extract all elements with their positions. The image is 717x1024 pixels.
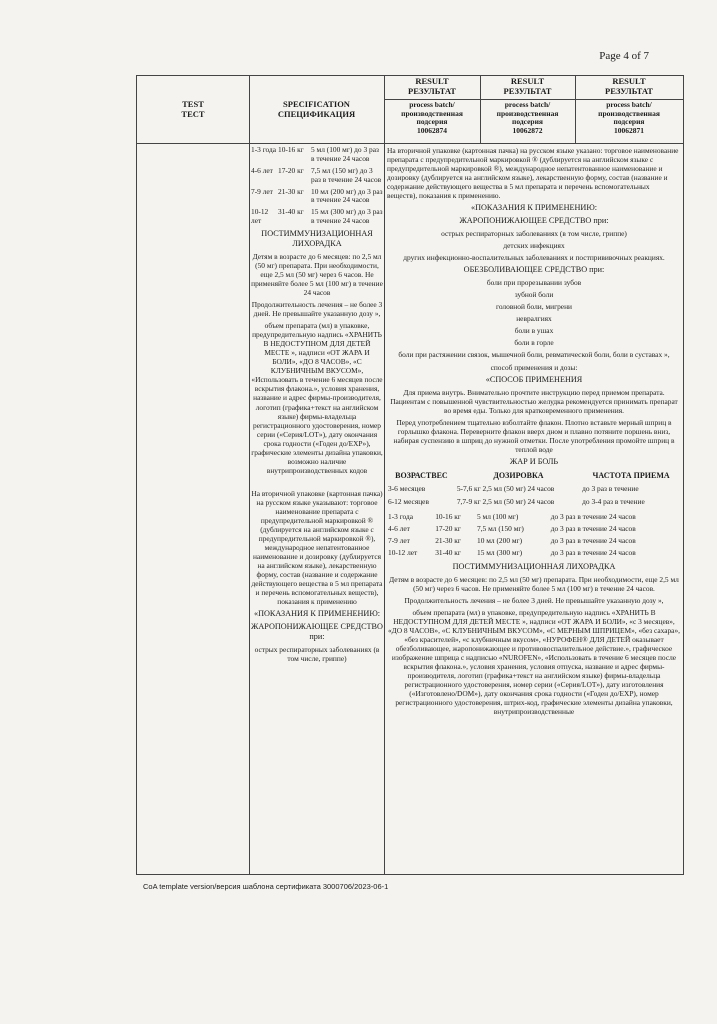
spec-dose-row: 10-12 лет 31-40 кг 15 мл (300 мг) до 3 раз в течение 24 часов bbox=[251, 207, 383, 226]
spec-paragraph: Продолжительность лечения – не более 3 дней. Не превышайте указанную дозу », bbox=[251, 300, 383, 319]
list-item: головной боли, мигрени bbox=[495, 302, 573, 312]
result-antipyretic-title: ЖАРОПОНИЖАЮЩЕЕ СРЕДСТВО при: bbox=[459, 216, 609, 226]
column-header: ДОЗИРОВКА bbox=[493, 470, 544, 480]
column-header: ЧАСТОТА ПРИЕМА bbox=[592, 470, 670, 480]
result-header-1: RESULT РЕЗУЛЬТАТ bbox=[408, 76, 456, 96]
result-method-text: Для приема внутрь. Внимательно прочтите инструкцию перед приемом препарата. Пациентам с повышенной чувствительностью желудка рекомендуется принимать препарат во время еды. Только для кратковременного применения. bbox=[390, 387, 678, 415]
result-post-immun-title: ПОСТИММУНИЗАЦИОННАЯ ЛИХОРАДКА bbox=[452, 561, 616, 571]
spec-dose-row: 1-3 года 10-16 кг 5 мл (100 мг) до 3 раз в течение 24 часов bbox=[251, 145, 379, 163]
child-dose-table bbox=[387, 511, 681, 559]
spec-table bbox=[136, 75, 684, 875]
spec-dose-row: 4-6 лет 17-20 кг 7,5 мл (150 мг) до 3 раз в течение 24 часов bbox=[251, 165, 382, 184]
spec-paragraph: «ПОКАЗАНИЯ К ПРИМЕНЕНИЮ: bbox=[253, 609, 381, 619]
spec-dose-row: 7-9 лет 21-30 кг 10 мл (200 мг) до 3 раз в течение 24 часов bbox=[251, 186, 383, 205]
result-duration: Продолжительность лечения – не более 3 дней. Не превышайте указанную дозу », bbox=[404, 595, 664, 605]
spec-paragraph: острых респираторных заболеваниях (в том числе, гриппе) bbox=[254, 645, 380, 664]
list-item: острых респираторных заболеваниях (в том числе, гриппе) bbox=[441, 229, 627, 239]
page-number: Page 4 of 7 bbox=[599, 50, 649, 62]
list-item: боли в горле bbox=[514, 338, 554, 348]
list-item: боли при растяжении связок, мышечной боли, ревматической боли, боли в суставах », bbox=[398, 350, 670, 360]
table-row: 3-6 месяцев 5-7,6 кг 2,5 мл (50 мг) 24 часов до 3 раз в течение bbox=[388, 483, 639, 493]
result-post-immun-text: Детям в возрасте до 6 месяцев: по 2,5 мл (50 мг) препарата. При необходимости, еще 2,5 мл (50 мг) через 6 часов. Не применяйте более 5 мл (100 мг) в течение 24 часов. bbox=[389, 574, 679, 593]
result-intro: На вторичной упаковке (картонная пачка) на русском языке указано: торговое наименование препарата с предупредительной маркировкой ® (дублируется на английском языке с предупредительной маркировкой ®), международное непатентованное наименование и дозировку (дублируется на английском языке), лекарственную форму, состав (название и содержание действующего вещества в 5 мл препарата и перечень вспомогательных веществ), показания к применению. bbox=[387, 146, 679, 201]
result-header-2: RESULT РЕЗУЛЬТАТ bbox=[503, 76, 552, 96]
spec-paragraph: объем препарата (мл) в упаковке, предупредительную надпись «ХРАНИТЬ В НЕДОСТУПНОМ ДЛЯ ДЕТЕЙ МЕСТЕ », надписи «ОТ ЖАРА И БОЛИ», «ДО 8 ЧАСОВ», «С КЛУБНИЧНЫМ ВКУСОМ», «Использовать в течение 6 месяцев после вскрытия флакона.», условия хранения, название и адрес фирмы-производителя, логотип (графика+текст на английском языке) фирмы-владельца регистрационного удостоверения, номер серии («Серия/LOT»), дату окончания срока годности («Годен до/EXP»), графические элементы дизайна упаковки, возможно наличие внутрипроизводственных кодов bbox=[251, 321, 383, 475]
list-item: боли в ушах bbox=[514, 326, 554, 336]
result-method: способ применения и дозы: bbox=[490, 362, 578, 372]
specification-column bbox=[251, 146, 383, 666]
result-header-3: RESULT РЕЗУЛЬТАТ bbox=[605, 76, 653, 96]
test-header: TEST ТЕСТ bbox=[181, 99, 205, 119]
batch-2: process batch/ производственная подсерия 10062872 bbox=[496, 100, 559, 135]
specification-header: SPECIFICATION СПЕЦИФИКАЦИЯ bbox=[277, 99, 356, 119]
result-column bbox=[387, 146, 681, 719]
list-item: боли при прорезывании зубов bbox=[486, 278, 582, 288]
spec-paragraph: На вторичной упаковке (картонная пачка) на русском языке указывают: торговое наименование препарата с предупредительной маркировкой ® (дублируется на английском языке с предупредительной маркировкой ®), международное непатентованное наименование и дозировку (дублируется на английском языке), лекарственную форму, состав (название и содержание действующего вещества в 5 мл препарата и перечень вспомогательных веществ), показания к применению bbox=[251, 488, 383, 607]
result-fever-pain-title: ЖАР И БОЛЬ bbox=[509, 456, 559, 466]
table-row: 1-3 года 10-16 кг 5 мл (100 мг) до 3 раз в течение 24 часов bbox=[388, 512, 636, 522]
result-method-title: «СПОСОБ ПРИМЕНЕНИЯ bbox=[485, 374, 583, 384]
spec-paragraph: Детям в возрасте до 6 месяцев: по 2,5 мл (50 мг) препарата. При необходимости, еще 2,5 мл (50 мг) через 6 часов. Не применяйте более 5 мл (100 мг) в течение 24 часов bbox=[251, 252, 383, 298]
list-item: зубной боли bbox=[514, 290, 554, 300]
list-item: невралгиях bbox=[516, 314, 552, 324]
list-item: других инфекционно-воспалительных заболеваниях и постпрививочных реакциях. bbox=[403, 253, 665, 263]
result-shake-text: Перед употреблением тщательно взболтайте флакон. Плотно вставьте мерный шприц в горлышко флакона. Переверните флакон вверх дном и плавно потяните поршень вниз, набирая суспензию в шприц до нужной отметки. После употребления промойте шприц в теплой воде bbox=[393, 417, 675, 454]
table-row: 10-12 лет 31-40 кг 15 мл (300 мг) до 3 раз в течение 24 часов bbox=[388, 548, 636, 558]
spec-paragraph: ЖАРОПОНИЖАЮЩЕЕ СРЕДСТВО при: bbox=[251, 622, 383, 642]
result-indications-title: «ПОКАЗАНИЯ К ПРИМЕНЕНИЮ: bbox=[470, 203, 598, 213]
batch-1: process batch/ производственная подсерия 10062874 bbox=[401, 100, 463, 135]
batch-3: process batch/ производственная подсерия 10062871 bbox=[598, 100, 660, 135]
table-row: 4-6 лет 17-20 кг 7,5 мл (150 мг) до 3 раз в течение 24 часов bbox=[388, 524, 636, 534]
result-final: объем препарата (мл) в упаковке, предупредительную надпись «ХРАНИТЬ В НЕДОСТУПНОМ ДЛЯ ДЕТЕЙ МЕСТЕ », надписи «ОТ ЖАРА И БОЛИ», «с 3 месяцев», «ДО 8 ЧАСОВ», «С КЛУБНИЧНЫМ ВКУСОМ», «С МЕРНЫМ ШПРИЦЕМ», «без сахара», «без красителей», «с клубничным вкусом», «НУРОФЕН® ДЛЯ ДЕТЕЙ оказывает обезболивающее, жаропонижающее и противовоспалительное действие.», графическое изображение шприца с надписью «NUROFEN», «Использовать в течение 6 месяцев после вскрытия флакона.», условия хранения, условия отпуска, название и адрес фирмы-производителя, логотип (графика+текст на английском языке) фирмы-владельца регистрационного удостоверения, номер серии («Серия/LOT»), дату изготовления («Изготовлено/DOM»), дату окончания срока годности («Годен до/EXP), номер регистрационного удостоверения, штрих-код, графические элементы дизайна упаковки, внутрипроизводственные bbox=[387, 607, 681, 717]
list-item: детских инфекциях bbox=[503, 241, 565, 251]
column-header: ВОЗРАСТВЕС bbox=[395, 470, 448, 480]
infant-dose-table bbox=[387, 470, 681, 508]
table-row: 7-9 лет 21-30 кг 10 мл (200 мг) до 3 раз в течение 24 часов bbox=[388, 536, 636, 546]
result-analgesic-title: ОБЕЗБОЛИВАЮЩЕЕ СРЕДСТВО при: bbox=[463, 265, 605, 275]
footer-template-version: CoA template version/версия шаблона сертификата 3000706/2023-06-1 bbox=[143, 882, 389, 891]
spec-post-immun-title: ПОСТИММУНИЗАЦИОННАЯ ЛИХОРАДКА bbox=[261, 229, 373, 248]
table-row: 6-12 месяцев 7,7-9 кг 2,5 мл (50 мг) 24 часов до 3-4 раз в течение bbox=[388, 496, 645, 506]
